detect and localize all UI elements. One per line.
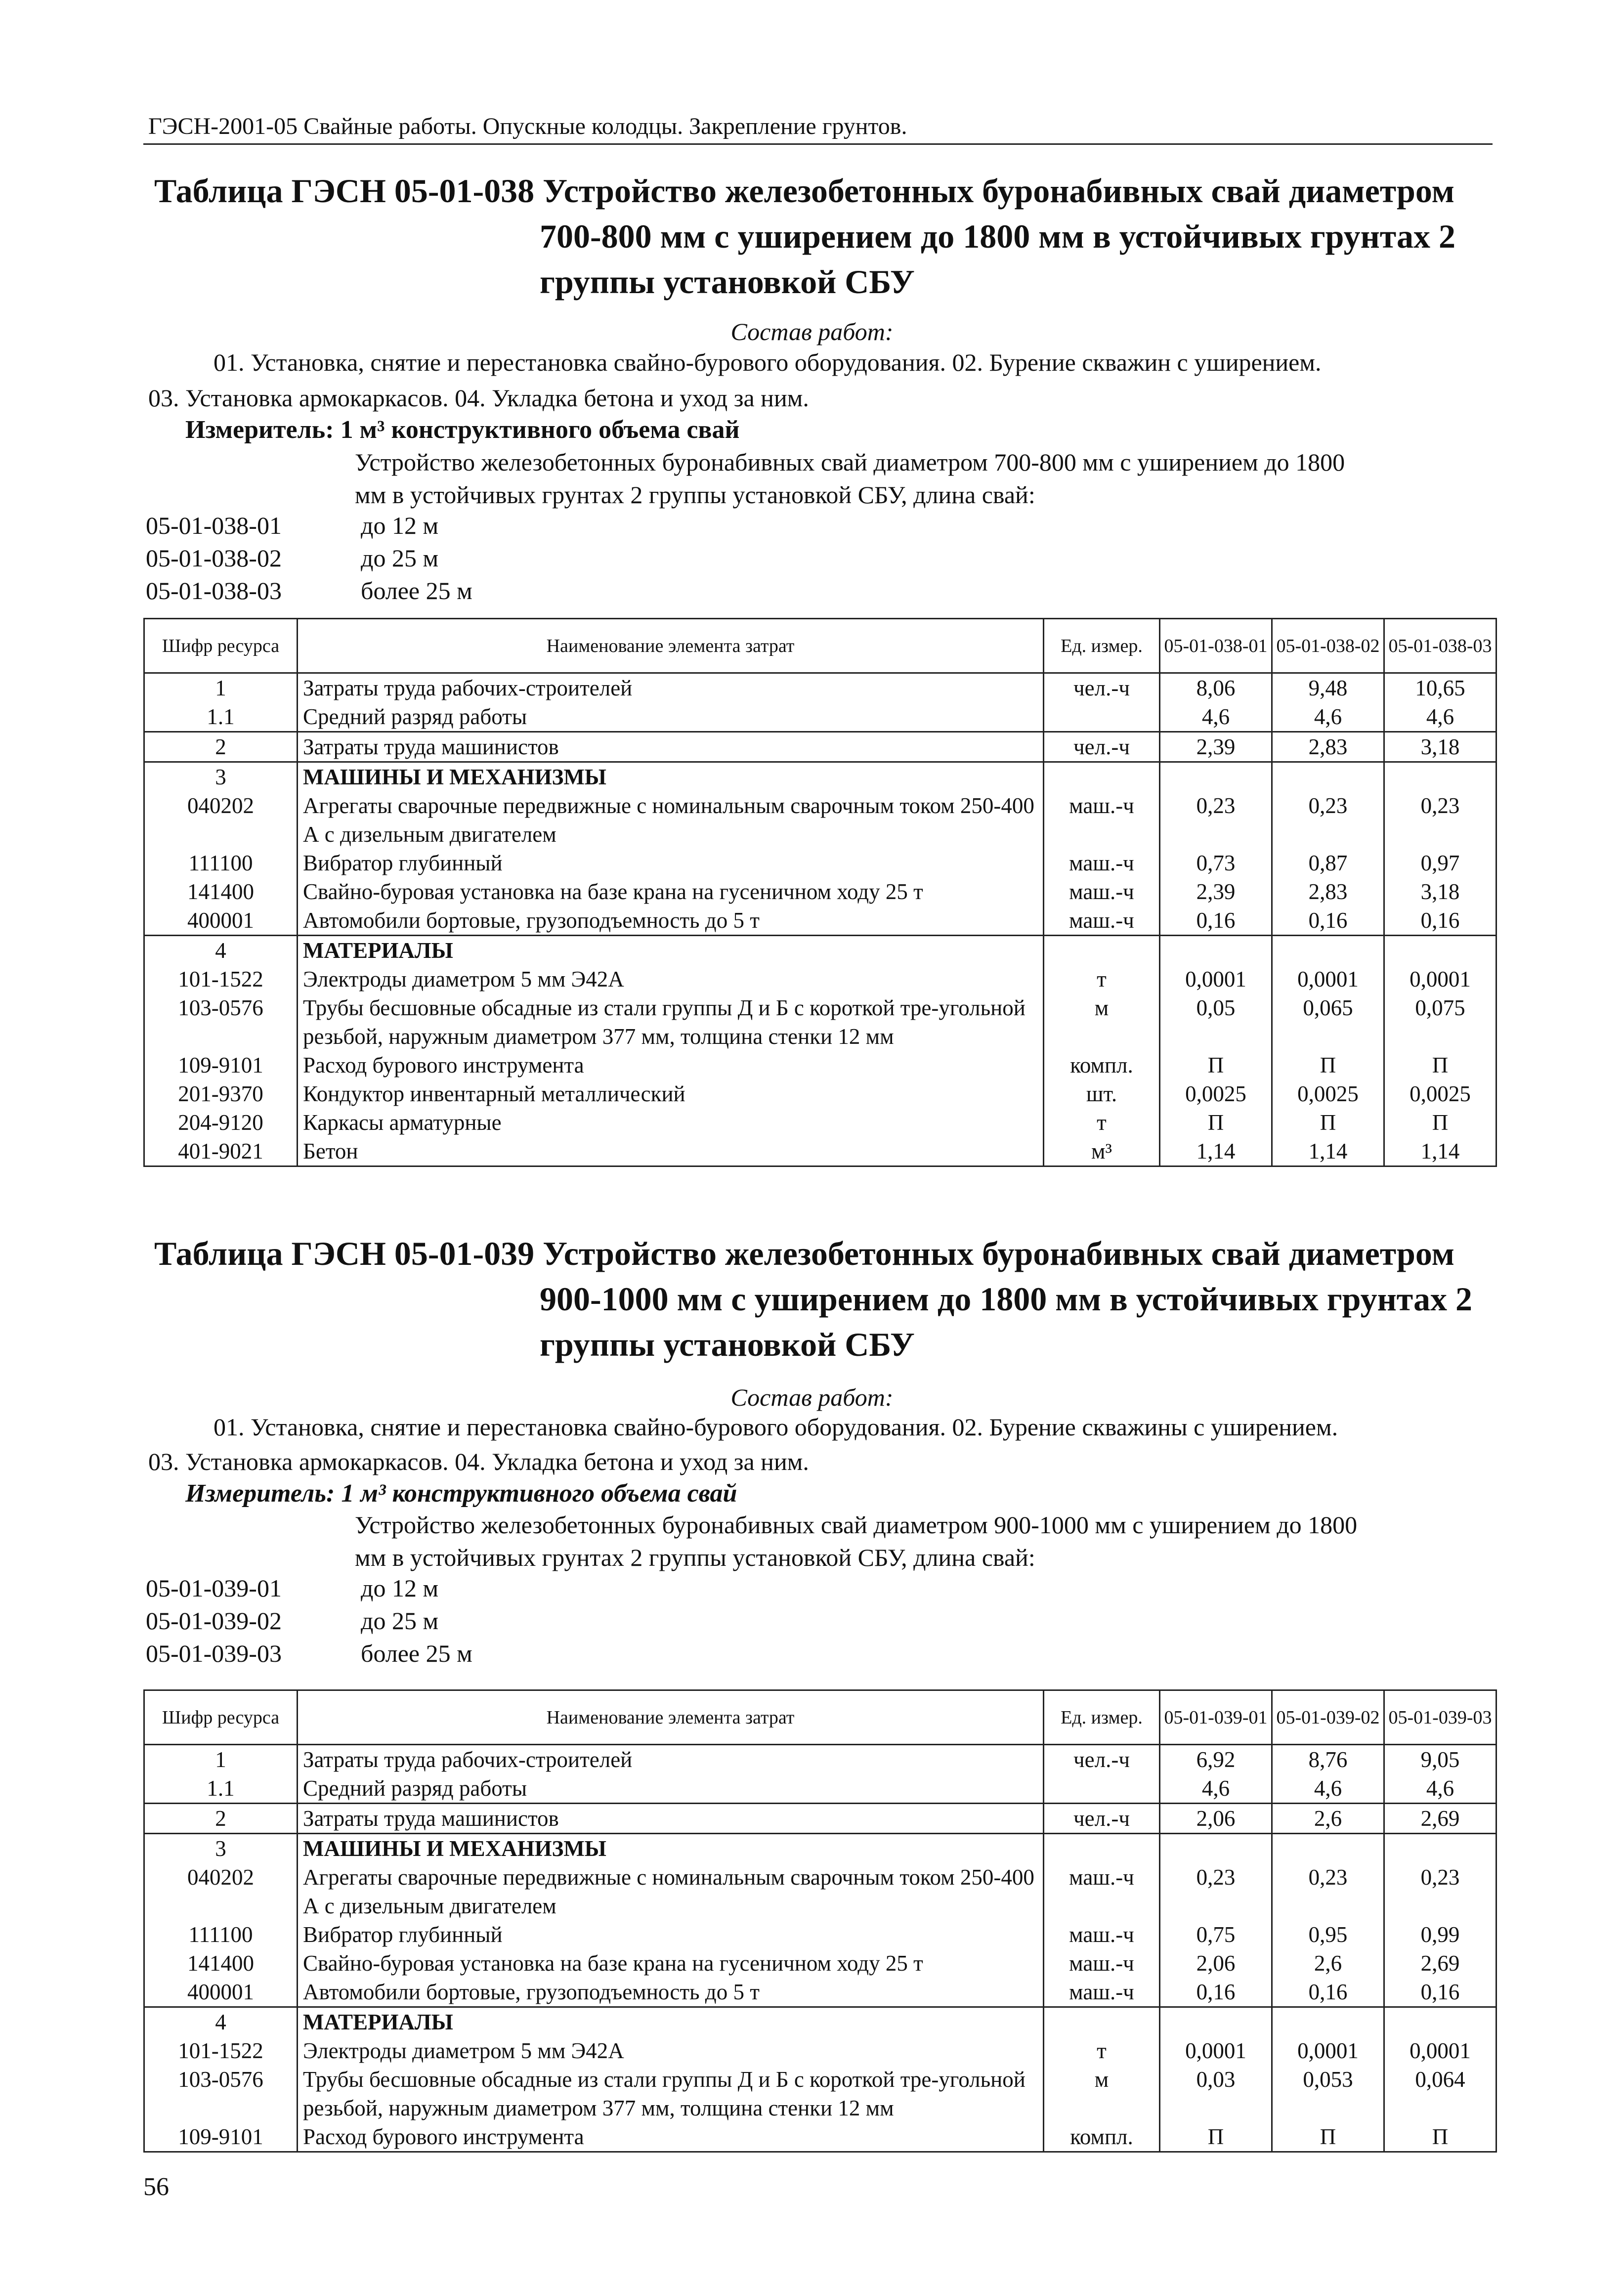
resource-table-2 (143, 1689, 1497, 2153)
resource-name-cell: Трубы бесшовные обсадные из стали группы Д и Б с короткой тре-угольной резьбой, наружным диаметром 377 мм, толщина стенки 12 мм (298, 993, 1044, 1051)
norm-value-cell: 0,97 (1384, 849, 1496, 877)
norm-value-cell: 0,16 (1272, 906, 1384, 936)
table-1-title-line-2: 700-800 мм с уширением до 1800 мм в устойчивых грунтах 2 (540, 217, 1455, 255)
resource-code-cell: 111100 (144, 1920, 298, 1949)
norm-value-cell: 0,16 (1384, 1978, 1496, 2007)
col-header-name: Наименование элемента затрат (298, 619, 1044, 673)
norm-value-cell (1272, 2007, 1384, 2037)
table-row (144, 1804, 1496, 1834)
norm-value-cell: 2,83 (1272, 732, 1384, 762)
norm-value-cell (1272, 936, 1384, 965)
table-1-code: 05-01-038-01 (146, 512, 282, 539)
resource-name-cell: Электроды диаметром 5 мм Э42А (298, 965, 1044, 993)
resource-name-cell: Расход бурового инструмента (298, 2122, 1044, 2152)
norm-value-cell: 0,23 (1384, 791, 1496, 849)
table-2-code-name: более 25 м (361, 1640, 472, 1667)
table-1-code-name: до 12 м (361, 512, 439, 539)
resource-name-cell: МАШИНЫ И МЕХАНИЗМЫ (298, 762, 1044, 792)
resource-name-cell: Электроды диаметром 5 мм Э42А (298, 2036, 1044, 2065)
resource-name-cell: Автомобили бортовые, грузоподъемность до 5 т (298, 1978, 1044, 2007)
resource-code-cell: 1 (144, 1745, 298, 1774)
table-row (144, 732, 1496, 762)
table-2-code: 05-01-039-03 (146, 1640, 282, 1667)
resource-code-cell: 2 (144, 1804, 298, 1834)
table-row (144, 906, 1496, 936)
table-row (144, 2007, 1496, 2037)
unit-cell: компл. (1044, 2122, 1160, 2152)
table-row (144, 791, 1496, 849)
norm-value-cell: 4,6 (1272, 702, 1384, 732)
norm-value-cell (1384, 936, 1496, 965)
resource-code-cell: 1 (144, 673, 298, 703)
norm-value-cell: 0,75 (1160, 1920, 1272, 1949)
table-1-meter-label: Измеритель: (185, 416, 334, 444)
norm-value-cell: 0,99 (1384, 1920, 1496, 1949)
unit-cell: м³ (1044, 1137, 1160, 1166)
table-2-code: 05-01-039-01 (146, 1574, 282, 1602)
unit-cell (1044, 2007, 1160, 2037)
resource-code-cell: 109-9101 (144, 2122, 298, 2152)
norm-value-cell: 0,16 (1384, 906, 1496, 936)
resource-code-cell: 3 (144, 1834, 298, 1863)
norm-value-cell: 0,064 (1384, 2065, 1496, 2122)
norm-value-cell: 0,075 (1384, 993, 1496, 1051)
norm-value-cell: 2,6 (1272, 1949, 1384, 1978)
resource-code-cell: 141400 (144, 877, 298, 906)
table-1-desc-line-1: Устройство железобетонных буронабивных свай диаметром 700-800 мм с уширением до 1800 (355, 448, 1345, 476)
norm-value-cell: 4,6 (1384, 702, 1496, 732)
unit-cell: т (1044, 2036, 1160, 2065)
norm-value-cell: 0,16 (1272, 1978, 1384, 2007)
unit-cell: чел.-ч (1044, 732, 1160, 762)
norm-value-cell: 8,06 (1160, 673, 1272, 703)
table-2-meter (185, 1479, 737, 1508)
unit-cell: маш.-ч (1044, 791, 1160, 849)
resource-name-cell: МАШИНЫ И МЕХАНИЗМЫ (298, 1834, 1044, 1863)
resource-name-cell: Свайно-буровая установка на базе крана на гусеничном ходу 25 т (298, 877, 1044, 906)
norm-value-cell: П (1384, 2122, 1496, 2152)
resource-name-cell: Затраты труда машинистов (298, 1804, 1044, 1834)
norm-value-cell: П (1384, 1108, 1496, 1137)
norm-value-cell: 2,83 (1272, 877, 1384, 906)
resource-code-cell: 3 (144, 762, 298, 792)
unit-cell: маш.-ч (1044, 1863, 1160, 1920)
table-1-desc-line-2: мм в устойчивых грунтах 2 группы установкой СБУ, длина свай: (355, 481, 1035, 509)
resource-name-cell: Агрегаты сварочные передвижные с номинальным сварочным током 250-400 А с дизельным двигателем (298, 1863, 1044, 1920)
unit-cell (1044, 1834, 1160, 1863)
unit-cell: чел.-ч (1044, 673, 1160, 703)
resource-table-1 (143, 618, 1497, 1167)
resource-code-cell: 4 (144, 2007, 298, 2037)
unit-cell: т (1044, 1108, 1160, 1137)
resource-code-cell: 040202 (144, 1863, 298, 1920)
resource-code-cell: 400001 (144, 906, 298, 936)
norm-value-cell: 1,14 (1160, 1137, 1272, 1166)
resource-name-cell: Затраты труда рабочих-строителей (298, 1745, 1044, 1774)
resource-code-cell: 400001 (144, 1978, 298, 2007)
resource-name-cell: Вибратор глубинный (298, 849, 1044, 877)
norm-value-cell (1160, 2007, 1272, 2037)
col-header-norm: 05-01-039-01 (1160, 1690, 1272, 1745)
table-2-code-name: до 12 м (361, 1574, 439, 1602)
table-row (144, 762, 1496, 792)
table-2-code: 05-01-039-02 (146, 1607, 282, 1635)
norm-value-cell: 1,14 (1384, 1137, 1496, 1166)
col-header-norm: 05-01-039-02 (1272, 1690, 1384, 1745)
norm-value-cell: 0,0025 (1272, 1079, 1384, 1108)
table-1-code-name: более 25 м (361, 577, 472, 604)
col-header-norm: 05-01-038-02 (1272, 619, 1384, 673)
table-1-code: 05-01-038-03 (146, 577, 282, 604)
norm-value-cell: П (1384, 1051, 1496, 1079)
resource-name-cell: МАТЕРИАЛЫ (298, 936, 1044, 965)
norm-value-cell: 4,6 (1384, 1774, 1496, 1804)
table-row (144, 993, 1496, 1051)
table-row (144, 702, 1496, 732)
resource-name-cell: Трубы бесшовные обсадные из стали группы Д и Б с короткой тре-угольной резьбой, наружным диаметром 377 мм, толщина стенки 12 мм (298, 2065, 1044, 2122)
table-row (144, 2122, 1496, 2152)
norm-value-cell: 4,6 (1160, 702, 1272, 732)
table-row (144, 1079, 1496, 1108)
norm-value-cell: 2,69 (1384, 1804, 1496, 1834)
table-1-code: 05-01-038-02 (146, 544, 282, 572)
table-2-code-name: до 25 м (361, 1607, 439, 1635)
unit-cell (1044, 762, 1160, 792)
unit-cell: шт. (1044, 1079, 1160, 1108)
table-row (144, 1051, 1496, 1079)
table-1-meter-value: 1 м³ конструктивного объема свай (340, 416, 740, 444)
resource-name-cell: Затраты труда рабочих-строителей (298, 673, 1044, 703)
table-row (144, 877, 1496, 906)
resource-code-cell: 109-9101 (144, 1051, 298, 1079)
norm-value-cell: 3,18 (1384, 732, 1496, 762)
col-header-code: Шифр ресурса (144, 1690, 298, 1745)
norm-value-cell: 0,16 (1160, 906, 1272, 936)
unit-cell: компл. (1044, 1051, 1160, 1079)
unit-cell (1044, 1774, 1160, 1804)
norm-value-cell: 4,6 (1160, 1774, 1272, 1804)
resource-code-cell: 1.1 (144, 702, 298, 732)
unit-cell (1044, 702, 1160, 732)
norm-value-cell: 0,23 (1384, 1863, 1496, 1920)
resource-name-cell: Агрегаты сварочные передвижные с номинальным сварочным током 250-400 А с дизельным двигателем (298, 791, 1044, 849)
norm-value-cell: 2,39 (1160, 877, 1272, 906)
norm-value-cell: П (1160, 1051, 1272, 1079)
col-header-norm: 05-01-038-03 (1384, 619, 1496, 673)
table-row (144, 1920, 1496, 1949)
table-1-meter (185, 415, 739, 444)
table-2-desc-line-2: мм в устойчивых грунтах 2 группы установкой СБУ, длина свай: (355, 1544, 1035, 1571)
norm-value-cell: 0,0025 (1160, 1079, 1272, 1108)
norm-value-cell: 0,87 (1272, 849, 1384, 877)
norm-value-cell: 2,69 (1384, 1949, 1496, 1978)
table-row (144, 1137, 1496, 1166)
unit-cell: м (1044, 993, 1160, 1051)
norm-value-cell: 1,14 (1272, 1137, 1384, 1166)
table-1-work-line-2: 03. Установка армокаркасов. 04. Укладка бетона и уход за ним. (148, 384, 809, 412)
unit-cell: маш.-ч (1044, 1920, 1160, 1949)
norm-value-cell: 0,0001 (1384, 965, 1496, 993)
table-row (144, 2065, 1496, 2122)
norm-value-cell (1160, 762, 1272, 792)
norm-value-cell: П (1272, 1051, 1384, 1079)
table-row (144, 965, 1496, 993)
norm-value-cell: 0,23 (1160, 1863, 1272, 1920)
table-row (144, 1978, 1496, 2007)
table-2-sostav-heading: Состав работ: (730, 1383, 894, 1411)
table-row (144, 2036, 1496, 2065)
table-2-work-line-2: 03. Установка армокаркасов. 04. Укладка бетона и уход за ним. (148, 1448, 809, 1475)
norm-value-cell: 9,48 (1272, 673, 1384, 703)
col-header-name: Наименование элемента затрат (298, 1690, 1044, 1745)
table-row (144, 936, 1496, 965)
norm-value-cell: 10,65 (1384, 673, 1496, 703)
norm-value-cell: 0,0001 (1272, 2036, 1384, 2065)
resource-code-cell: 2 (144, 732, 298, 762)
norm-value-cell (1384, 762, 1496, 792)
table-1-sostav-heading: Состав работ: (730, 318, 894, 345)
norm-value-cell: 0,95 (1272, 1920, 1384, 1949)
norm-value-cell: 2,39 (1160, 732, 1272, 762)
resource-code-cell: 101-1522 (144, 965, 298, 993)
norm-value-cell: 2,06 (1160, 1949, 1272, 1978)
resource-code-cell: 201-9370 (144, 1079, 298, 1108)
unit-cell: чел.-ч (1044, 1804, 1160, 1834)
page-number: 56 (143, 2173, 169, 2201)
norm-value-cell: 2,6 (1272, 1804, 1384, 1834)
resource-name-cell: Затраты труда машинистов (298, 732, 1044, 762)
running-header: ГЭСН-2001-05 Свайные работы. Опускные колодцы. Закрепление грунтов. (148, 113, 907, 139)
norm-value-cell: 0,23 (1272, 1863, 1384, 1920)
resource-code-cell: 141400 (144, 1949, 298, 1978)
unit-cell: маш.-ч (1044, 877, 1160, 906)
norm-value-cell: 0,23 (1160, 791, 1272, 849)
unit-cell: маш.-ч (1044, 1949, 1160, 1978)
table-row (144, 673, 1496, 703)
unit-cell: маш.-ч (1044, 906, 1160, 936)
resource-code-cell: 111100 (144, 849, 298, 877)
norm-value-cell: 0,065 (1272, 993, 1384, 1051)
norm-value-cell: 3,18 (1384, 877, 1496, 906)
norm-value-cell: 0,03 (1160, 2065, 1272, 2122)
resource-name-cell: Бетон (298, 1137, 1044, 1166)
norm-value-cell: 6,92 (1160, 1745, 1272, 1774)
resource-code-cell: 103-0576 (144, 993, 298, 1051)
norm-value-cell: 2,06 (1160, 1804, 1272, 1834)
norm-value-cell: 0,0025 (1384, 1079, 1496, 1108)
table-2-title-line-3: группы установкой СБУ (540, 1326, 915, 1363)
norm-value-cell (1272, 1834, 1384, 1863)
table-1-work-line-1: 01. Установка, снятие и перестановка свайно-бурового оборудования. 02. Бурение скважин с уширением. (214, 348, 1322, 376)
resource-name-cell: Каркасы арматурные (298, 1108, 1044, 1137)
norm-value-cell (1384, 2007, 1496, 2037)
unit-cell: маш.-ч (1044, 1978, 1160, 2007)
table-row (144, 1774, 1496, 1804)
table-row (144, 1834, 1496, 1863)
unit-cell: т (1044, 965, 1160, 993)
resource-code-cell: 1.1 (144, 1774, 298, 1804)
table-1-code-name: до 25 м (361, 544, 439, 572)
resource-code-cell: 103-0576 (144, 2065, 298, 2122)
norm-value-cell (1272, 762, 1384, 792)
norm-value-cell: 4,6 (1272, 1774, 1384, 1804)
resource-code-cell: 040202 (144, 791, 298, 849)
table-1-title-line-1: Таблица ГЭСН 05-01-038 Устройство железобетонных буронабивных свай диаметром (154, 172, 1454, 210)
resource-name-cell: Вибратор глубинный (298, 1920, 1044, 1949)
resource-name-cell: Средний разряд работы (298, 702, 1044, 732)
norm-value-cell (1384, 1834, 1496, 1863)
resource-code-cell: 401-9021 (144, 1137, 298, 1166)
resource-name-cell: Расход бурового инструмента (298, 1051, 1044, 1079)
norm-value-cell: 0,0001 (1384, 2036, 1496, 2065)
norm-value-cell: 0,0001 (1160, 2036, 1272, 2065)
header-rule (143, 143, 1493, 145)
norm-value-cell: 0,0001 (1160, 965, 1272, 993)
unit-cell: м (1044, 2065, 1160, 2122)
table-1-title-line-3: группы установкой СБУ (540, 263, 915, 301)
resource-name-cell: Средний разряд работы (298, 1774, 1044, 1804)
norm-value-cell: П (1272, 1108, 1384, 1137)
norm-value-cell: 8,76 (1272, 1745, 1384, 1774)
col-header-unit: Ед. измер. (1044, 619, 1160, 673)
table-2-work-line-1: 01. Установка, снятие и перестановка свайно-бурового оборудования. 02. Бурение скважины с уширением. (214, 1413, 1338, 1441)
norm-value-cell (1160, 936, 1272, 965)
norm-value-cell: П (1272, 2122, 1384, 2152)
col-header-norm: 05-01-038-01 (1160, 619, 1272, 673)
unit-cell: чел.-ч (1044, 1745, 1160, 1774)
norm-value-cell: 0,23 (1272, 791, 1384, 849)
table-row (144, 849, 1496, 877)
norm-value-cell: 0,0001 (1272, 965, 1384, 993)
resource-name-cell: МАТЕРИАЛЫ (298, 2007, 1044, 2037)
col-header-unit: Ед. измер. (1044, 1690, 1160, 1745)
table-row (144, 1745, 1496, 1774)
norm-value-cell (1160, 1834, 1272, 1863)
table-2-title-line-1: Таблица ГЭСН 05-01-039 Устройство железобетонных буронабивных свай диаметром (154, 1235, 1454, 1272)
norm-value-cell: 0,16 (1160, 1978, 1272, 2007)
norm-value-cell: П (1160, 1108, 1272, 1137)
table-2-meter-value: 1 м³ конструктивного объема свай (341, 1479, 737, 1508)
table-2-title-line-2: 900-1000 мм с уширением до 1800 мм в устойчивых грунтах 2 (540, 1280, 1472, 1318)
unit-cell: маш.-ч (1044, 849, 1160, 877)
unit-cell (1044, 936, 1160, 965)
table-row (144, 1108, 1496, 1137)
resource-code-cell: 4 (144, 936, 298, 965)
norm-value-cell: 0,053 (1272, 2065, 1384, 2122)
resource-code-cell: 204-9120 (144, 1108, 298, 1137)
resource-name-cell: Кондуктор инвентарный металлический (298, 1079, 1044, 1108)
norm-value-cell: П (1160, 2122, 1272, 2152)
norm-value-cell: 0,05 (1160, 993, 1272, 1051)
resource-name-cell: Свайно-буровая установка на базе крана на гусеничном ходу 25 т (298, 1949, 1044, 1978)
table-2-meter-label: Измеритель: (185, 1479, 335, 1508)
table-row (144, 1863, 1496, 1920)
col-header-norm: 05-01-039-03 (1384, 1690, 1496, 1745)
norm-value-cell: 0,73 (1160, 849, 1272, 877)
table-2-desc-line-1: Устройство железобетонных буронабивных свай диаметром 900-1000 мм с уширением до 1800 (355, 1511, 1358, 1539)
col-header-code: Шифр ресурса (144, 619, 298, 673)
norm-value-cell: 9,05 (1384, 1745, 1496, 1774)
resource-name-cell: Автомобили бортовые, грузоподъемность до 5 т (298, 906, 1044, 936)
resource-code-cell: 101-1522 (144, 2036, 298, 2065)
table-row (144, 1949, 1496, 1978)
